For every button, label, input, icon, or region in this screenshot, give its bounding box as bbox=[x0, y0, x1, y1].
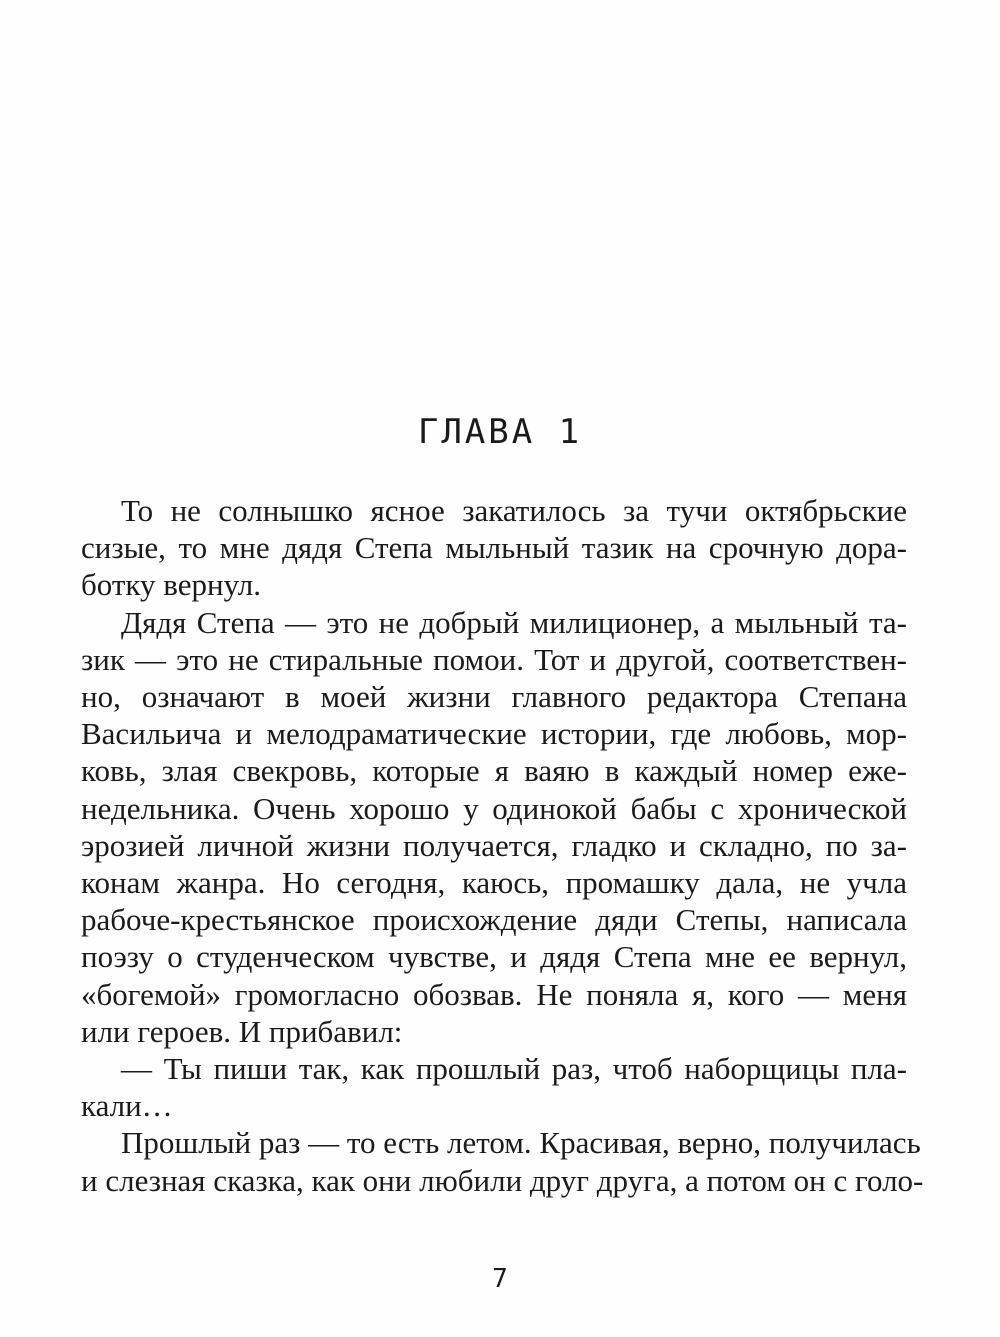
page-number: 7 bbox=[492, 1264, 508, 1294]
text-line: эрозией личной жизни получается, гладко и складно, по за- bbox=[81, 827, 907, 863]
text-line: Дядя Степа — это не добрый милиционер, а мыльный та- bbox=[121, 604, 907, 640]
text-line: и слезная сказка, как они любили друг друга, а потом он с голо- bbox=[81, 1162, 924, 1198]
text-line: — Ты пиши так, как прошлый раз, чтоб наборщицы пла- bbox=[121, 1051, 907, 1087]
text-line: ботку вернул. bbox=[81, 567, 261, 603]
text-line: зик — это не стиральные помои. Тот и другой, соответствен- bbox=[81, 641, 907, 677]
text-line: ковь, злая свекровь, которые я ваяю в каждый номер еже- bbox=[81, 753, 907, 789]
text-line: Прошлый раз — то есть летом. Красивая, верно, получилась bbox=[121, 1125, 921, 1161]
chapter-body bbox=[81, 492, 924, 1199]
text-line: поэзу о студенческом чувстве, и дядя Степа мне ее вернул, bbox=[81, 939, 907, 975]
text-line: или героев. И прибавил: bbox=[81, 1013, 403, 1049]
text-line: Васильича и мелодраматические истории, где любовь, мор- bbox=[81, 716, 907, 752]
text-line: То не солнышко ясное закатилось за тучи октябрьские bbox=[121, 493, 907, 528]
chapter-title: ГЛАВА 1 bbox=[417, 412, 583, 452]
text-line: сизые, то мне дядя Степа мыльный тазик на срочную дора- bbox=[81, 530, 907, 566]
text-line: недельника. Очень хорошо у одинокой бабы с хронической bbox=[81, 790, 907, 826]
text-line: рабоче-крестьянское происхождение дяди Степы, написала bbox=[81, 902, 907, 938]
text-line: «богемой» громогласно обозвав. Не поняла я, кого — меня bbox=[81, 976, 907, 1012]
text-line: кали… bbox=[81, 1088, 173, 1124]
text-line: конам жанра. Но сегодня, каюсь, промашку дала, не учла bbox=[81, 865, 907, 901]
text-line: но, означают в моей жизни главного редактора Степана bbox=[81, 679, 907, 715]
